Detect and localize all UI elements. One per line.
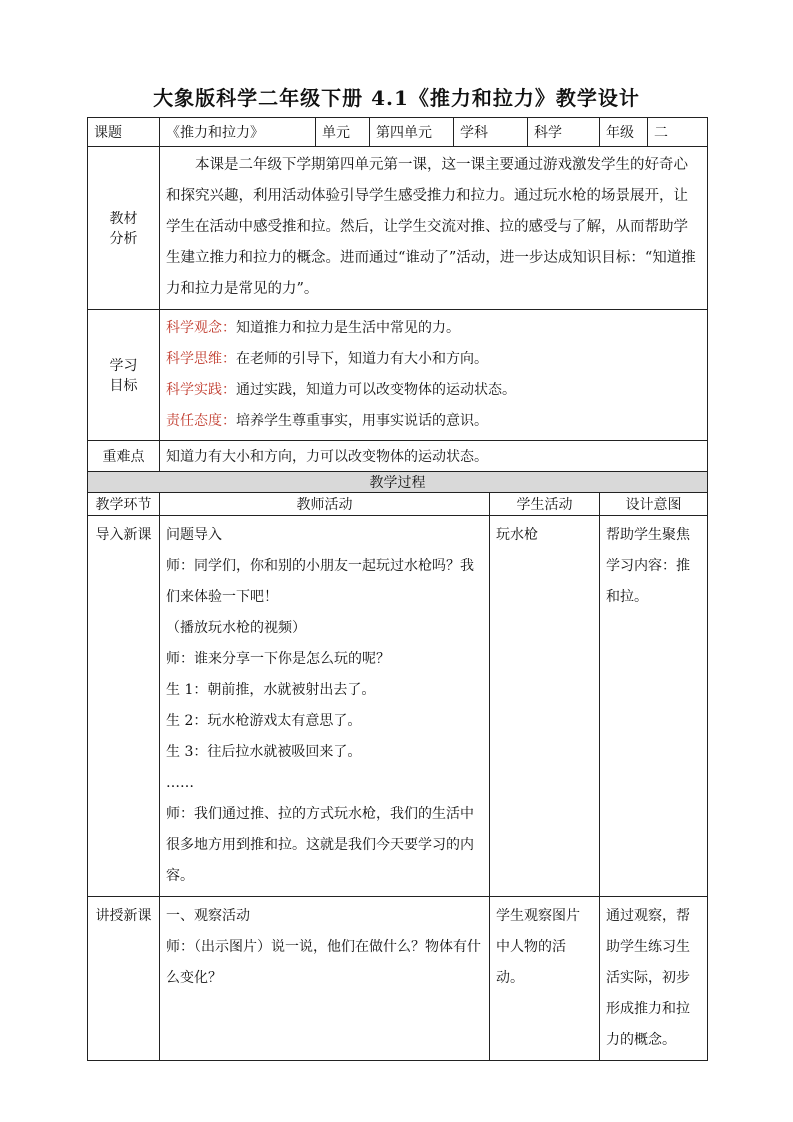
grade-label: 年级 xyxy=(600,118,648,147)
column-teacher: 教师活动 xyxy=(160,493,490,516)
goal-item: 责任态度：培养学生尊重事实，用事实说话的意识。 xyxy=(166,413,488,429)
key-points-text: 知道力有大小和方向，力可以改变物体的运动状态。 xyxy=(160,441,708,472)
goal-item: 科学实践：通过实践，知道力可以改变物体的运动状态。 xyxy=(166,382,516,398)
info-row xyxy=(88,118,708,147)
key-points-label: 重难点 xyxy=(88,441,160,472)
teacher-cell: 问题导入 师：同学们，你和别的小朋友一起玩过水枪吗？我们来体验一下吧！ （播放玩水枪的视频） 师：谁来分享一下你是怎么玩的呢？ 生 1：朝前推，水就被射出去了。 生 2：玩水枪游戏太有意思了。 生 3：往后拉水就被吸回来了。 …… 师：我们通过推、拉的方式玩水枪，我们的生活中很多地方用到推和拉。这就是我们今天要学习的内容。 xyxy=(160,516,490,897)
goal-item: 科学观念：知道推力和拉力是生活中常见的力。 xyxy=(166,320,460,336)
column-stage: 教学环节 xyxy=(88,493,160,516)
intent-cell: 通过观察，帮助学生练习生活实际，初步形成推力和拉力的概念。 xyxy=(600,897,708,1061)
analysis-row xyxy=(88,147,708,310)
student-cell: 玩水枪 xyxy=(490,516,600,897)
process-row-intro xyxy=(88,516,708,897)
goal-item: 科学思维：在老师的引导下，知道力有大小和方向。 xyxy=(166,351,488,367)
goals-label: 学习 目标 xyxy=(88,310,160,441)
process-columns-row xyxy=(88,493,708,516)
stage-cell: 导入新课 xyxy=(88,516,160,897)
analysis-label: 教材 分析 xyxy=(88,147,160,310)
student-cell: 学生观察图片中人物的活动。 xyxy=(490,897,600,1061)
column-intent: 设计意图 xyxy=(600,493,708,516)
key-points-row xyxy=(88,441,708,472)
unit-value: 第四单元 xyxy=(370,118,454,147)
subject-label: 学科 xyxy=(454,118,528,147)
analysis-text: 本课是二年级下学期第四单元第一课，这一课主要通过游戏激发学生的好奇心和探究兴趣，利用活动体验引导学生感受推力和拉力。通过玩水枪的场景展开，让学生在活动中感受推和拉。然后，让学生交流对推、拉的感受与了解，从而帮助学生建立推力和拉力的概念。进而通过“谁动了”活动，进一步达成知识目标：“知道推力和拉力是常见的力”。 xyxy=(160,147,708,310)
process-header: 教学过程 xyxy=(88,472,708,493)
stage-cell: 讲授新课 xyxy=(88,897,160,1061)
teacher-cell: 一、观察活动 师：（出示图片）说一说，他们在做什么？物体有什么变化？ xyxy=(160,897,490,1061)
lesson-label: 课题 xyxy=(88,118,160,147)
grade-value: 二 xyxy=(648,118,708,147)
goals-row xyxy=(88,310,708,441)
column-student: 学生活动 xyxy=(490,493,600,516)
unit-label: 单元 xyxy=(316,118,370,147)
process-header-row xyxy=(88,472,708,493)
goals-list xyxy=(160,310,708,441)
lesson-value: 《推力和拉力》 xyxy=(160,118,316,147)
process-row-teaching xyxy=(88,897,708,1061)
intent-cell: 帮助学生聚焦学习内容：推和拉。 xyxy=(600,516,708,897)
document-title: 大象版科学二年级下册 4.1《推力和拉力》教学设计 xyxy=(153,86,640,110)
subject-value: 科学 xyxy=(528,118,600,147)
lesson-plan-table xyxy=(87,117,708,1061)
